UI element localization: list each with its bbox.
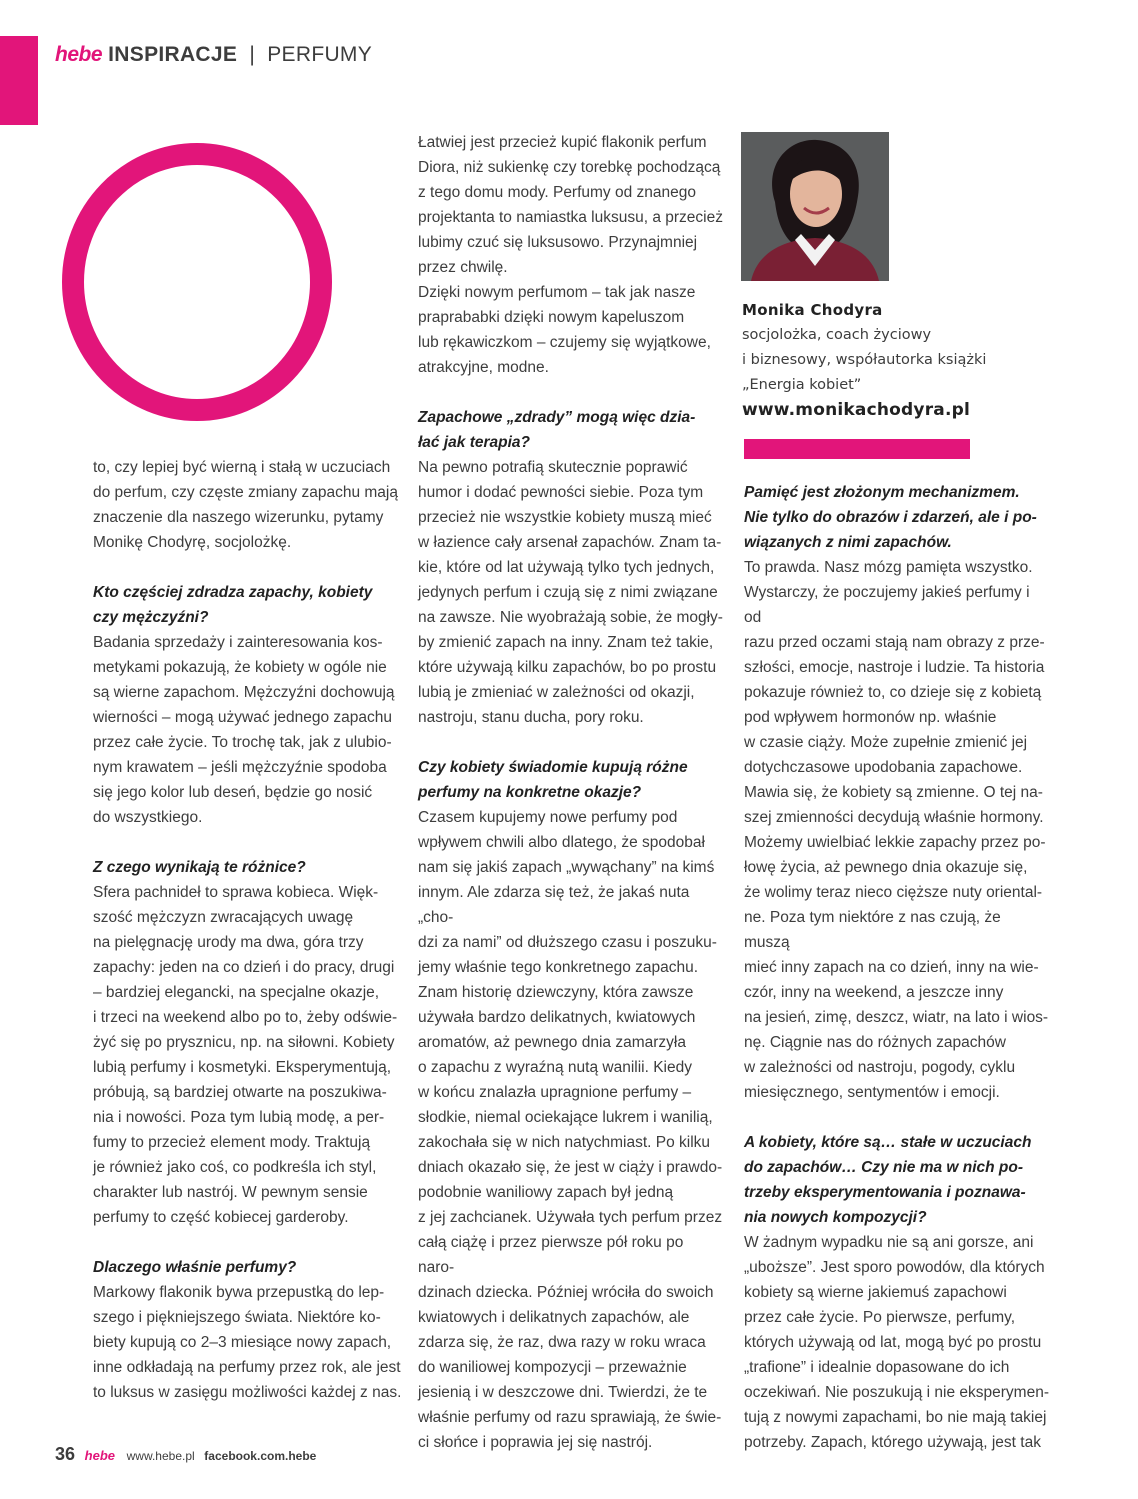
- text-line: na zawsze. Nie wyobrażają sobie, że mogły-: [418, 609, 723, 626]
- text-line: To prawda. Nasz mózg pamięta wszystko.: [744, 559, 1033, 576]
- text-line: charakter lub nastrój. W pewnym sensie: [93, 1184, 368, 1201]
- text-line: Wystarczy, że poczujemy jakieś perfumy i od: [744, 584, 1030, 626]
- text-line: Znam historię dziewczyny, która zawsze: [418, 984, 694, 1001]
- text-line: przez całe życie. Po pierwsze, perfumy,: [744, 1309, 1016, 1326]
- text-line: szego i piękniejszego świata. Niektóre ko-: [93, 1309, 381, 1326]
- text-line: Czy kobiety świadomie kupują różne: [418, 759, 688, 776]
- text-line: je również jako coś, co podkreśla ich styl,: [93, 1159, 377, 1176]
- text-line: na jesień, zimę, deszcz, wiatr, na lato i wios-: [744, 1009, 1049, 1026]
- text-line: próbują, są bardziej otwarte na poszukiwa-: [93, 1084, 387, 1101]
- text-line: lubią perfumy i kosmetyki. Eksperymentują,: [93, 1059, 392, 1076]
- text-line: potrzeby. Zapach, którego używają, jest tak: [744, 1434, 1041, 1451]
- text-line: całą ciążę i przez pierwsze pół roku po naro-: [418, 1234, 684, 1276]
- text-line: Dzięki nowym perfumom – tak jak nasze: [418, 284, 696, 301]
- text-line: do perfum, czy częste zmiany zapachu mają: [93, 484, 398, 501]
- text-line: socjolożka, coach życiowy: [742, 327, 932, 343]
- answer-paragraph: [418, 455, 723, 730]
- text-line: praprababki dzięki nowym kapeluszom: [418, 309, 685, 326]
- text-line: pod wpływem hormonów np. właśnie: [744, 709, 997, 726]
- text-line: „uboższe”. Jest sporo powodów, dla których: [744, 1259, 1045, 1276]
- text-line: Nie tylko do obrazów i zdarzeń, ale i po-: [744, 509, 1037, 526]
- text-line: nia i nowości. Poza tym lubią modę, a per-: [93, 1109, 385, 1126]
- article-column-3: [744, 480, 1049, 1455]
- text-line: lubimy czuć się luksusowo. Przynajmniej: [418, 234, 698, 251]
- answer-paragraph: [744, 555, 1049, 1105]
- header-section: INSPIRACJE: [108, 43, 238, 66]
- text-line: używała bardzo delikatnych, kwiatowych: [418, 1009, 696, 1026]
- text-line: dniach okazało się, że jest w ciąży i prawdo-: [418, 1159, 723, 1176]
- text-line: czór, inny na weekend, a jeszcze inny: [744, 984, 1004, 1001]
- text-line: łowę życia, aż pewnego dnia okazuje się,: [744, 859, 1028, 876]
- text-line: jesienią i w deszczowe dni. Twierdzi, że te: [418, 1384, 708, 1401]
- text-line: atrakcyjne, modne.: [418, 359, 549, 376]
- text-line: zdarza się, że raz, dwa razy w roku wraca: [418, 1334, 706, 1351]
- text-line: Kto częściej zdradza zapachy, kobiety: [93, 584, 373, 601]
- text-line: biety kupują co 2–3 miesiące nowy zapach,: [93, 1334, 392, 1351]
- text-line: tują z nowymi zapachami, bo nie mają takiej: [744, 1409, 1047, 1426]
- text-line: z tego domu mody. Perfumy od znanego: [418, 184, 697, 201]
- author-role: [742, 323, 1042, 398]
- text-line: Monikę Chodyrę, socjolożkę.: [93, 534, 292, 551]
- header-separator: |: [249, 43, 256, 66]
- author-name: Monika Chodyra: [742, 301, 883, 319]
- text-line: perfumy to część kobiecej garderoby.: [93, 1209, 349, 1226]
- author-website-link[interactable]: www.monikachodyra.pl: [742, 400, 971, 420]
- question-heading: [93, 855, 403, 880]
- author-bio: [742, 298, 1042, 423]
- text-line: to, czy lepiej być wierną i stałą w uczuciach: [93, 459, 391, 476]
- header-brand-logo: hebe: [55, 43, 103, 66]
- text-line: się jego kolor lub deseń, będzie go nosić: [93, 784, 373, 801]
- text-line: zapachy: jeden na co dzień i do pracy, drugi: [93, 959, 395, 976]
- text-line: nastroju, stanu ducha, pory roku.: [418, 709, 644, 726]
- text-line: Na pewno potrafią skutecznie poprawić: [418, 459, 688, 476]
- text-line: Diora, niż sukienkę czy torebkę pochodzącą: [418, 159, 721, 176]
- text-line: i trzeci na weekend albo po to, żeby odświe-: [93, 1009, 398, 1026]
- text-line: szość mężczyzn zwracających uwagę: [93, 909, 354, 926]
- body-paragraph: [418, 130, 723, 280]
- text-line: inne odkładają na perfumy przez rok, ale jest: [93, 1359, 401, 1376]
- page-number: 36: [55, 1444, 76, 1464]
- text-line: W żadnym wypadku nie są ani gorsze, ani: [744, 1234, 1034, 1251]
- text-line: jemy właśnie tego konkretnego zapachu.: [418, 959, 699, 976]
- text-line: czy mężczyźni?: [93, 609, 209, 626]
- question-heading: [418, 755, 723, 805]
- text-line: dzinach dziecka. Później wróciła do swoich: [418, 1284, 714, 1301]
- text-line: że wolimy teraz nieco cięższe nuty oriental-: [744, 884, 1043, 901]
- footer-website-link[interactable]: www.hebe.pl: [126, 1449, 195, 1463]
- drop-cap-letter-shape: [73, 154, 321, 410]
- text-line: ne. Poza tym niektóre z nas czują, że muszą: [744, 909, 1001, 951]
- text-line: metykami pokazują, że kobiety w ogóle nie: [93, 659, 387, 676]
- text-line: słodkie, niemal ociekające lukrem i wanilią,: [418, 1109, 713, 1126]
- text-line: Czasem kupujemy nowe perfumy pod: [418, 809, 678, 826]
- text-line: nę. Ciągnie nas do różnych zapachów: [744, 1034, 1006, 1051]
- text-line: przez chwilę.: [418, 259, 508, 276]
- text-line: w zależności od nastroju, pogody, cyklu: [744, 1059, 1016, 1076]
- question-heading: [418, 405, 723, 455]
- text-line: by zmienić zapach na inny. Znam też takie,: [418, 634, 714, 651]
- text-line: podobnie waniliowy zapach był jedną: [418, 1184, 674, 1201]
- text-line: które używają kilku zapachów, bo po prostu: [418, 659, 717, 676]
- text-line: zakochała się w nich natychmiast. Po kilku: [418, 1134, 711, 1151]
- text-line: właśnie perfumy od razu sprawiają, że świe-: [418, 1409, 722, 1426]
- article-column-1: [93, 455, 403, 1405]
- text-line: Sfera pachnideł to sprawa kobieca. Więk-: [93, 884, 379, 901]
- text-line: wierności – mogą używać jednego zapachu: [93, 709, 392, 726]
- text-line: z jej zachcianek. Używała tych perfum przez: [418, 1209, 723, 1226]
- text-line: innym. Ale zdarza się też, że jakaś nuta „cho-: [418, 884, 690, 926]
- text-line: kobiety są wierne jakiemuś zapachowi: [744, 1284, 1007, 1301]
- answer-paragraph: [93, 630, 403, 830]
- text-line: dotychczasowe upodobania zapachowe.: [744, 759, 1023, 776]
- text-line: łać jak terapia?: [418, 434, 531, 451]
- text-line: trzeby eksperymentowania i poznawa-: [744, 1184, 1026, 1201]
- text-line: „trafione” i idealnie dopasowane do ich: [744, 1359, 1010, 1376]
- page-header: [55, 43, 372, 67]
- text-line: których używają od lat, mogą być po prostu: [744, 1334, 1042, 1351]
- text-line: humor i dodać pewności siebie. Poza tym: [418, 484, 704, 501]
- text-line: Zapachowe „zdrady” mogą więc dzia-: [418, 409, 696, 426]
- text-line: Łatwiej jest przecież kupić flakonik perfum: [418, 134, 707, 151]
- answer-paragraph: [418, 805, 723, 1455]
- text-line: w łazience cały arsenał zapachów. Znam ta-: [418, 534, 722, 551]
- text-line: Pamięć jest złożonym mechanizmem.: [744, 484, 1020, 501]
- answer-paragraph: [93, 880, 403, 1230]
- text-line: razu przed oczami stają nam obrazy z prze-: [744, 634, 1045, 651]
- text-line: nia nowych kompozycji?: [744, 1209, 927, 1226]
- text-line: nam się jakiś zapach „wywąchany” na kimś: [418, 859, 715, 876]
- text-line: żyć się po prysznicu, np. na siłowni. Kobiety: [93, 1034, 395, 1051]
- text-line: oczekiwań. Nie poszukują i nie eksperymen-: [744, 1384, 1049, 1401]
- text-line: do zapachów… Czy nie ma w nich po-: [744, 1159, 1024, 1176]
- text-line: wiązanych z nimi zapachów.: [744, 534, 952, 551]
- text-line: ci słońce i poprawia jej się nastrój.: [418, 1434, 653, 1451]
- text-line: Z czego wynikają te różnice?: [93, 859, 306, 876]
- text-line: nym krawatem – jeśli mężczyźnie spodoba: [93, 759, 387, 776]
- text-line: przecież nie wszystkie kobiety muszą mieć: [418, 509, 712, 526]
- text-line: wpływem chwili albo dlatego, że spodobał: [418, 834, 705, 851]
- intro-paragraph: [93, 455, 403, 555]
- text-line: A kobiety, które są… stałe w uczuciach: [744, 1134, 1032, 1151]
- text-line: perfumy na konkretne okazje?: [418, 784, 642, 801]
- article-column-2: [418, 130, 723, 1455]
- accent-bar: [0, 36, 38, 125]
- question-heading: [93, 580, 403, 630]
- answer-paragraph: [93, 1280, 403, 1405]
- text-line: pokazuje również to, co dzieje się z kobietą: [744, 684, 1042, 701]
- text-line: do waniliowej kompozycji – przeważnie: [418, 1359, 687, 1376]
- text-line: w czasie ciąży. Może zupełnie zmienić jej: [744, 734, 1028, 751]
- text-line: szłości, emocje, nastroje i ludzie. Ta historia: [744, 659, 1045, 676]
- text-line: Badania sprzedaży i zainteresowania kos-: [93, 634, 383, 651]
- pink-divider: [744, 439, 970, 459]
- answer-paragraph: [744, 1230, 1049, 1455]
- footer-facebook-link[interactable]: facebook.com.hebe: [204, 1449, 317, 1463]
- text-line: kie, które od lat używają tylko tych jednych,: [418, 559, 715, 576]
- text-line: miesięcznego, sentymentów i emocji.: [744, 1084, 1000, 1101]
- text-line: szej zmienności decydują właśnie hormony.: [744, 809, 1044, 826]
- text-line: projektanta to namiastka luksusu, a przecież: [418, 209, 723, 226]
- text-line: lubią je zmieniać w zależności od okazji,: [418, 684, 695, 701]
- text-line: mieć inny zapach na co dzień, inny na wie-: [744, 959, 1039, 976]
- text-line: i biznesowy, współautorka książki: [742, 352, 987, 368]
- text-line: Mawia się, że kobiety są zmienne. O tej na-: [744, 784, 1043, 801]
- author-portrait: [741, 132, 889, 281]
- question-heading: [93, 1255, 403, 1280]
- drop-cap: [61, 142, 333, 422]
- body-paragraph: [418, 280, 723, 380]
- text-line: Możemy uwielbiać lekkie zapachy przez po-: [744, 834, 1046, 851]
- text-line: w końcu znalazła upragnione perfumy –: [418, 1084, 692, 1101]
- text-line: – bardziej elegancki, na specjalne okazje,: [93, 984, 380, 1001]
- text-line: to luksus w zasięgu możliwości każdej z nas.: [93, 1384, 402, 1401]
- text-line: są wierne zapachom. Mężczyźni dochowują: [93, 684, 395, 701]
- text-line: do wszystkiego.: [93, 809, 203, 826]
- text-line: znaczenie dla naszego wizerunku, pytamy: [93, 509, 384, 526]
- question-heading: [744, 480, 1049, 555]
- text-line: Dlaczego właśnie perfumy?: [93, 1259, 297, 1276]
- page-footer: [55, 1444, 316, 1465]
- text-line: aromatów, aż pewnego dnia zamarzyła: [418, 1034, 686, 1051]
- text-line: kwiatowych i delikatnych zapachów, ale: [418, 1309, 690, 1326]
- text-line: „Energia kobiet”: [742, 377, 862, 393]
- header-topic: PERFUMY: [267, 43, 373, 66]
- question-heading: [744, 1130, 1049, 1230]
- text-line: jedynych perfum i czują się z nimi związane: [418, 584, 718, 601]
- footer-brand-logo: hebe: [84, 1448, 115, 1463]
- text-line: dzi za nami” od dłuższego czasu i poszuku-: [418, 934, 717, 951]
- text-line: lub rękawiczkom – czujemy się wyjątkowe,: [418, 334, 711, 351]
- text-line: przez całe życie. To trochę tak, jak z ulubio-: [93, 734, 392, 751]
- text-line: na pielęgnację urody ma dwa, góra trzy: [93, 934, 364, 951]
- text-line: fumy to przecież element mody. Traktują: [93, 1134, 371, 1151]
- text-line: Markowy flakonik bywa przepustką do lep-: [93, 1284, 385, 1301]
- text-line: o zapachu z wyraźną nutą wanilii. Kiedy: [418, 1059, 692, 1076]
